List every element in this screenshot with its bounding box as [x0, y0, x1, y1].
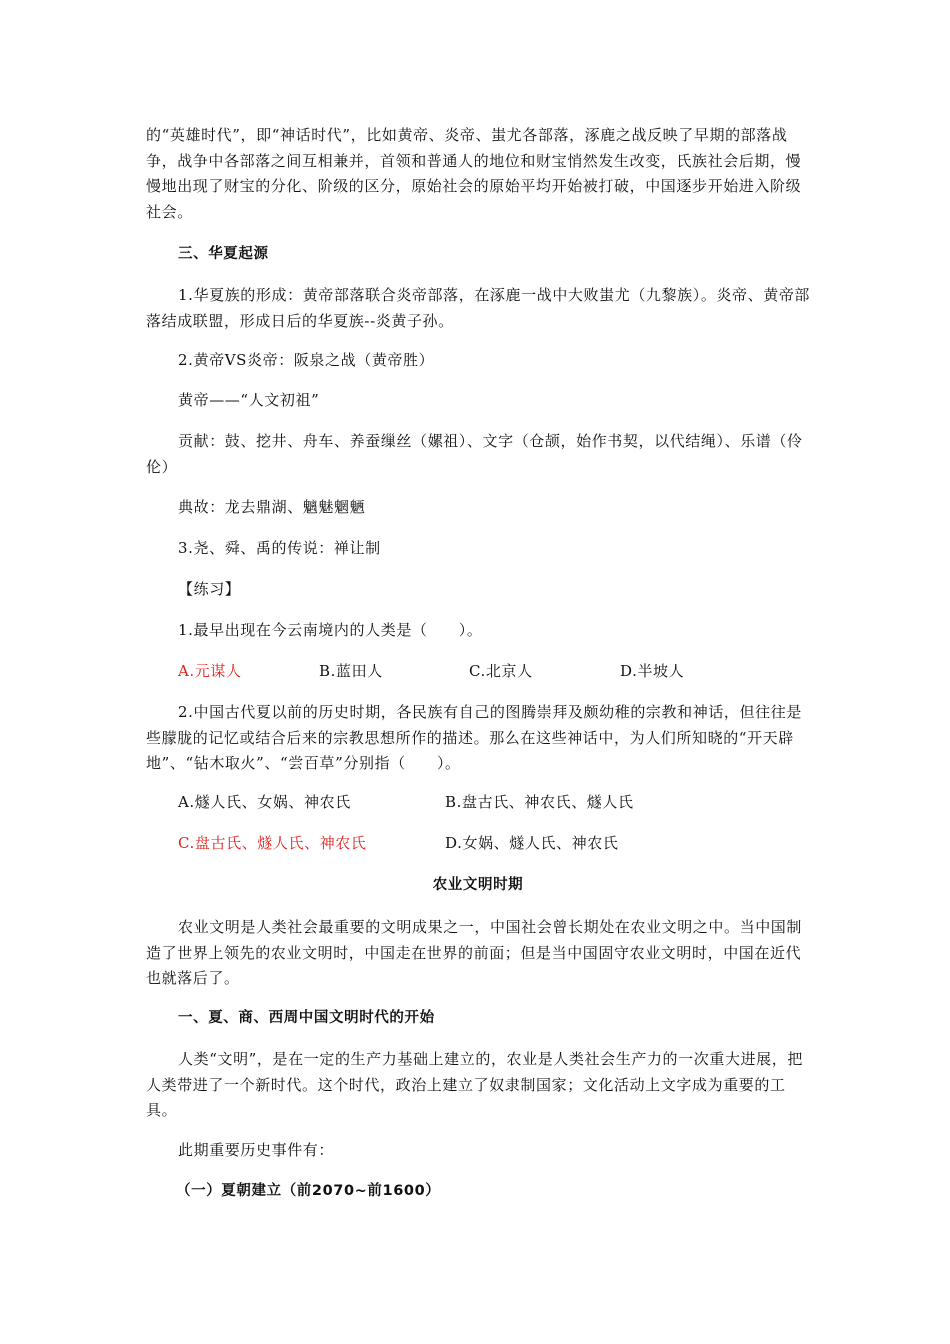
- heading-xia-shang-zhou: 一、夏、商、西周中国文明时代的开始: [178, 1010, 435, 1026]
- question-2-option-c: C.盘古氏、燧人氏、神农氏: [178, 834, 367, 852]
- question-1-option-c: C.北京人: [469, 662, 533, 680]
- heading-huaxia-origin: 三、华夏起源: [178, 246, 269, 262]
- question-2-option-b: B.盘古氏、神农氏、燧人氏: [445, 793, 634, 811]
- question-1-option-d: D.半坡人: [620, 662, 685, 680]
- huangdi-title-paragraph: 黄帝——“人文初祖”: [178, 391, 320, 409]
- allusion-paragraph: 典故：龙去鼎湖、魑魅魍魉: [178, 498, 366, 516]
- civilization-paragraph: 人类“文明”，是在一定的生产力基础上建立的，农业是人类社会生产力的一次重大进展，把人类带进了一个新时代。这个时代，政治上建立了奴隶制国家；文化活动上文字成为重要的工具。: [146, 1050, 803, 1119]
- question-2-option-a: A.燧人氏、女娲、神农氏: [178, 793, 351, 811]
- question-2-stem: 2.中国古代夏以前的历史时期，各民族有自己的图腾崇拜及颇幼稚的宗教和神话，但往往是些朦胧的记忆或结合后来的宗教思想所作的描述。那么在这些神话中，为人们所知晓的“开天辟地”、“钻木取火”、“尝百草”分别指（ ）。: [146, 703, 802, 772]
- huaxia-formation-paragraph: 1.华夏族的形成：黄帝部落联合炎帝部落，在涿鹿一战中大败蚩尤（九黎族）。炎帝、黄帝部落结成联盟，形成日后的华夏族--炎黄子孙。: [146, 286, 811, 330]
- question-1-stem: 1.最早出现在今云南境内的人类是（ ）。: [178, 621, 483, 639]
- question-2-option-d: D.女娲、燧人氏、神农氏: [445, 834, 619, 852]
- question-1-option-b: B.蓝田人: [319, 662, 383, 680]
- intro-paragraph: 的“英雄时代”，即“神话时代”，比如黄帝、炎帝、蚩尤各部落，涿鹿之战反映了早期的部落战争，战争中各部落之间互相兼并，首领和普通人的地位和财宝悄然发生改变，氏族社会后期，慢慢地出现了财宝的分化、阶级的区分，原始社会的原始平均开始被打破，中国逐步开始进入阶级社会。: [146, 126, 802, 221]
- yao-shun-yu-paragraph: 3.尧、舜、禹的传说：禅让制: [178, 539, 381, 557]
- important-events-paragraph: 此期重要历史事件有：: [178, 1141, 335, 1159]
- question-1-option-a: A.元谋人: [178, 662, 242, 680]
- huangdi-vs-yandi-paragraph: 2.黄帝VS炎帝：阪泉之战（黄帝胜）: [178, 351, 435, 369]
- contribution-paragraph: 贡献：鼓、挖井、舟车、养蚕缫丝（嫘祖）、文字（仓颉，始作书契，以代结绳）、乐谱（伶伦）: [146, 432, 803, 476]
- exercise-label: 【练习】: [178, 580, 241, 598]
- heading-agricultural-civilization: 农业文明时期: [432, 877, 524, 893]
- heading-xia-dynasty: （一）夏朝建立（前2070~前1600）: [176, 1183, 441, 1199]
- agriculture-paragraph: 农业文明是人类社会最重要的文明成果之一，中国社会曾长期处在农业文明之中。当中国制造了世界上领先的农业文明时，中国走在世界的前面；但是当中国固守农业文明时，中国在近代也就落后了。: [146, 918, 803, 987]
